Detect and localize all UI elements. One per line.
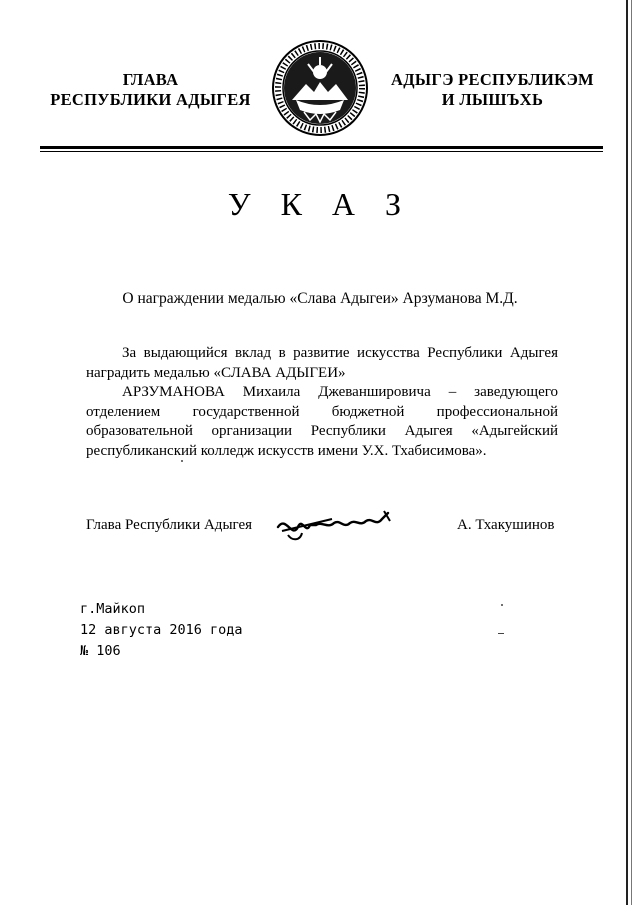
header-left-line2: РЕСПУБЛИКИ АДЫГЕЯ <box>50 90 251 109</box>
meta-date: 12 августа 2016 года <box>80 622 243 638</box>
handwritten-signature-icon <box>272 505 396 545</box>
header-rule-thin <box>40 151 603 152</box>
signatory-name: А. Тхакушинов <box>457 517 555 533</box>
scan-speck <box>181 460 183 462</box>
signatory-position: Глава Республики Адыгея <box>86 517 253 533</box>
document-subject: О награждении медалью «Слава Адыгеи» Арзуманова М.Д. <box>122 290 518 307</box>
page-edge-line-inner <box>631 0 632 905</box>
scan-speck <box>498 633 504 634</box>
coat-of-arms-emblem-icon <box>270 38 370 138</box>
header-right <box>380 70 605 110</box>
header-right-line2: И ЛЫШЪХЬ <box>441 90 544 109</box>
document-meta <box>80 599 243 662</box>
body-paragraph-2: АРЗУМАНОВА Михаила Джеваншировича – заведующего отделением государственной бюджетной профессиональной образовательной организации Республики Адыгея «Адыгейский республиканский колледж искусств имени У.Х. Тхабисимова». <box>86 384 558 459</box>
header-left <box>38 70 263 110</box>
page-edge-line <box>626 0 628 905</box>
header-rule-thick <box>40 146 603 149</box>
header-left-line1: ГЛАВА <box>122 70 179 89</box>
document-title: У К А З <box>227 186 413 222</box>
document-body <box>86 344 558 461</box>
body-paragraph-1: За выдающийся вклад в развитие искусства Республики Адыгея наградить медалью «СЛАВА АДЫГЕИ» <box>86 345 558 381</box>
scan-speck <box>501 604 503 606</box>
header-right-line1: АДЫГЭ РЕСПУБЛИКЭМ <box>391 70 594 89</box>
meta-number: № 106 <box>80 643 121 659</box>
meta-city: г.Майкоп <box>80 601 146 617</box>
